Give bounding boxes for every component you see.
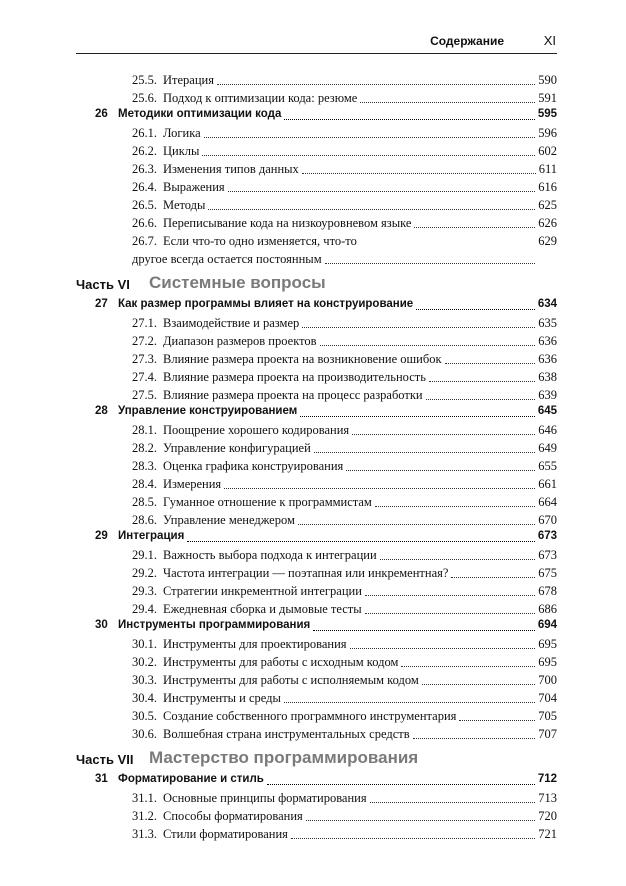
section-entry	[76, 178, 557, 196]
section-page-number: 638	[538, 370, 557, 384]
chapter-page-number: 595	[537, 108, 557, 120]
section-entry	[76, 671, 557, 689]
section-number: 31.2.	[132, 809, 157, 823]
chapter-number: 30	[95, 619, 108, 631]
section-title: Стратегии инкрементной интеграции	[163, 584, 362, 598]
section-page-number: 636	[538, 334, 557, 348]
section-title: Основные принципы форматирования	[163, 791, 367, 805]
section-entry	[76, 386, 557, 404]
section-page-number: 673	[538, 548, 557, 562]
section-number: 26.6.	[132, 216, 157, 230]
chapter-entry	[76, 618, 557, 635]
dot-leader	[426, 399, 536, 400]
section-title: Влияние размера проекта на производительность	[163, 370, 426, 384]
section-number: 31.1.	[132, 791, 157, 805]
section-number: 28.6.	[132, 513, 157, 527]
section-page-number: 707	[538, 727, 557, 741]
section-page-number: 721	[538, 827, 557, 841]
chapter-number: 31	[95, 773, 108, 785]
dot-leader	[300, 416, 535, 417]
section-title: Инструменты для работы с исполняемым кодом	[163, 673, 419, 687]
dot-leader	[325, 263, 536, 264]
chapter-title: Как размер программы влияет на конструирование	[118, 298, 414, 310]
section-title: Стили форматирования	[163, 827, 288, 841]
dot-leader	[422, 684, 536, 685]
section-title: Влияние размера проекта на процесс разработки	[163, 388, 423, 402]
section-page-number: 675	[538, 566, 557, 580]
section-entry	[76, 332, 557, 350]
section-number: 26.4.	[132, 180, 157, 194]
section-title: Подход к оптимизации кода: резюме	[163, 91, 358, 105]
section-entry	[76, 232, 557, 268]
section-entry	[76, 725, 557, 743]
section-page-number: 678	[538, 584, 557, 598]
section-number: 28.1.	[132, 423, 157, 437]
section-page-number: 661	[538, 477, 557, 491]
dot-leader	[375, 506, 535, 507]
dot-leader	[380, 559, 536, 560]
section-entry	[76, 439, 557, 457]
dot-leader	[228, 191, 536, 192]
section-page-number: 591	[538, 91, 557, 105]
section-page-number: 664	[538, 495, 557, 509]
dot-leader	[360, 102, 535, 103]
section-entry	[76, 689, 557, 707]
part-heading	[76, 745, 557, 772]
dot-leader	[224, 488, 535, 489]
chapter-page-number: 673	[537, 530, 557, 542]
section-title: Управление конфигурацией	[163, 441, 311, 455]
section-title: Изменения типов данных	[163, 162, 299, 176]
dot-leader	[187, 541, 535, 542]
section-title: Инструменты для проектирования	[163, 637, 347, 651]
section-number: 28.3.	[132, 459, 157, 473]
section-entry	[76, 511, 557, 529]
section-title: Ежедневная сборка и дымовые тесты	[163, 602, 362, 616]
section-title: Частота интеграции — поэтапная или инкрементная?	[163, 566, 449, 580]
dot-leader	[313, 630, 535, 631]
dot-leader	[306, 820, 535, 821]
dot-leader	[202, 155, 535, 156]
section-number: 31.3.	[132, 827, 157, 841]
dot-leader	[320, 345, 536, 346]
section-title: Измерения	[163, 477, 222, 491]
dot-leader	[208, 209, 535, 210]
chapter-entry	[76, 297, 557, 314]
section-page-number: 695	[538, 637, 557, 651]
dot-leader	[352, 434, 535, 435]
section-title: Логика	[163, 126, 201, 140]
dot-leader	[413, 738, 536, 739]
section-page-number: 704	[538, 691, 557, 705]
section-title: Управление менеджером	[163, 513, 295, 527]
section-entry	[76, 600, 557, 618]
chapter-title: Инструменты программирования	[118, 619, 311, 631]
section-title: Инструменты и среды	[163, 691, 281, 705]
section-title: Гуманное отношение к программистам	[163, 495, 372, 509]
dot-leader	[451, 577, 535, 578]
section-number: 30.5.	[132, 709, 157, 723]
chapter-entry	[76, 772, 557, 789]
dot-leader	[314, 452, 535, 453]
section-number: 29.2.	[132, 566, 157, 580]
section-title: Инструменты для работы с исходным кодом	[163, 655, 399, 669]
running-header-title: Содержание	[430, 34, 504, 48]
section-page-number: 602	[538, 144, 557, 158]
section-number: 30.2.	[132, 655, 157, 669]
section-entry	[76, 314, 557, 332]
section-number: 27.5.	[132, 388, 157, 402]
section-number: 29.1.	[132, 548, 157, 562]
chapter-number: 29	[95, 530, 108, 542]
section-page-number: 646	[538, 423, 557, 437]
table-of-contents	[76, 71, 557, 843]
section-number: 30.6.	[132, 727, 157, 741]
chapter-number: 28	[95, 405, 108, 417]
part-title: Системные вопросы	[149, 273, 326, 292]
section-number: 27.4.	[132, 370, 157, 384]
section-page-number: 625	[538, 198, 557, 212]
section-title: Диапазон размеров проектов	[163, 334, 317, 348]
section-number: 30.4.	[132, 691, 157, 705]
section-page-number: 590	[538, 73, 557, 87]
section-page-number: 636	[538, 352, 557, 366]
section-page-number: 649	[538, 441, 557, 455]
chapter-entry	[76, 404, 557, 421]
section-title: Способы форматирования	[163, 809, 303, 823]
running-header	[76, 34, 556, 50]
part-label: Часть VII	[76, 752, 134, 767]
section-number: 27.2.	[132, 334, 157, 348]
section-number: 27.1.	[132, 316, 157, 330]
section-page-number: 713	[538, 791, 557, 805]
dot-leader	[365, 595, 535, 596]
section-page-number: 596	[538, 126, 557, 140]
section-page-number: 670	[538, 513, 557, 527]
dot-leader	[445, 363, 536, 364]
dot-leader	[459, 720, 535, 721]
section-page-number: 700	[538, 673, 557, 687]
dot-leader	[414, 227, 535, 228]
section-title: Оценка графика конструирования	[163, 459, 344, 473]
section-page-number: 626	[538, 216, 557, 230]
section-number: 29.4.	[132, 602, 157, 616]
section-number: 26.7.	[132, 234, 157, 248]
section-entry	[76, 582, 557, 600]
chapter-page-number: 645	[537, 405, 557, 417]
section-entry	[76, 124, 557, 142]
chapter-title: Форматирование и стиль	[118, 773, 264, 785]
section-title: Поощрение хорошего кодирования	[163, 423, 350, 437]
dot-leader	[416, 309, 535, 310]
section-title: Создание собственного программного инструментария	[163, 709, 457, 723]
section-page-number: 695	[538, 655, 557, 669]
chapter-page-number: 634	[537, 298, 557, 310]
section-entry	[76, 635, 557, 653]
section-title: Методы	[163, 198, 206, 212]
dot-leader	[298, 524, 535, 525]
part-heading	[76, 270, 557, 297]
section-page-number: 629	[538, 234, 557, 248]
chapter-page-number: 712	[537, 773, 557, 785]
section-page-number: 616	[538, 180, 557, 194]
section-title: Важность выбора подхода к интеграции	[163, 548, 377, 562]
dot-leader	[350, 648, 536, 649]
chapter-title: Управление конструированием	[118, 405, 298, 417]
section-page-number: 635	[538, 316, 557, 330]
section-entry	[76, 368, 557, 386]
section-entry	[76, 493, 557, 511]
section-entry	[76, 457, 557, 475]
section-title: Влияние размера проекта на возникновение ошибок	[163, 352, 442, 366]
section-title: Взаимодействие и размер	[163, 316, 300, 330]
section-entry	[76, 214, 557, 232]
section-number: 28.5.	[132, 495, 157, 509]
chapter-number: 26	[95, 108, 108, 120]
section-title: Итерация	[163, 73, 214, 87]
section-entry	[76, 825, 557, 843]
chapter-title: Методики оптимизации кода	[118, 108, 282, 120]
section-entry	[76, 421, 557, 439]
section-number: 28.2.	[132, 441, 157, 455]
section-number: 30.3.	[132, 673, 157, 687]
header-rule	[76, 53, 557, 54]
section-number: 26.2.	[132, 144, 157, 158]
section-title: Выражения	[163, 180, 225, 194]
running-header-page-number: XI	[543, 33, 556, 48]
chapter-number: 27	[95, 298, 108, 310]
dot-leader	[401, 666, 535, 667]
section-number: 29.3.	[132, 584, 157, 598]
section-entry	[76, 546, 557, 564]
section-entry	[76, 160, 557, 178]
section-title: Если что-то одно изменяется, что-то	[163, 234, 357, 248]
section-entry	[76, 71, 557, 89]
chapter-page-number: 694	[537, 619, 557, 631]
section-title-continued: другое всегда остается постоянным	[132, 252, 322, 266]
section-entry	[76, 653, 557, 671]
section-entry	[76, 142, 557, 160]
section-page-number: 611	[538, 162, 557, 176]
section-page-number: 655	[538, 459, 557, 473]
section-number: 27.3.	[132, 352, 157, 366]
dot-leader	[284, 119, 534, 120]
section-title: Циклы	[163, 144, 200, 158]
dot-leader	[370, 802, 536, 803]
dot-leader	[365, 613, 536, 614]
section-entry	[76, 789, 557, 807]
section-entry	[76, 707, 557, 725]
section-page-number: 705	[538, 709, 557, 723]
section-number: 26.3.	[132, 162, 157, 176]
section-number: 26.5.	[132, 198, 157, 212]
chapter-entry	[76, 529, 557, 546]
section-number: 30.1.	[132, 637, 157, 651]
section-entry	[76, 475, 557, 493]
dot-leader	[267, 784, 535, 785]
section-title: Переписывание кода на низкоуровневом языке	[163, 216, 412, 230]
section-page-number: 639	[538, 388, 557, 402]
section-page-number: 720	[538, 809, 557, 823]
section-number: 26.1.	[132, 126, 157, 140]
dot-leader	[346, 470, 535, 471]
dot-leader	[284, 702, 535, 703]
chapter-title: Интеграция	[118, 530, 185, 542]
section-number: 28.4.	[132, 477, 157, 491]
section-number: 25.6.	[132, 91, 157, 105]
section-entry	[76, 350, 557, 368]
part-title: Мастерство программирования	[149, 748, 419, 767]
dot-leader	[217, 84, 535, 85]
dot-leader	[429, 381, 535, 382]
section-number: 25.5.	[132, 73, 157, 87]
dot-leader	[302, 173, 536, 174]
section-entry	[76, 564, 557, 582]
section-entry	[76, 807, 557, 825]
dot-leader	[302, 327, 535, 328]
chapter-entry	[76, 107, 557, 124]
section-page-number: 686	[538, 602, 557, 616]
part-label: Часть VI	[76, 277, 130, 292]
dot-leader	[204, 137, 536, 138]
section-title: Волшебная страна инструментальных средств	[163, 727, 410, 741]
section-entry	[76, 89, 557, 107]
dot-leader	[291, 838, 535, 839]
section-entry	[76, 196, 557, 214]
